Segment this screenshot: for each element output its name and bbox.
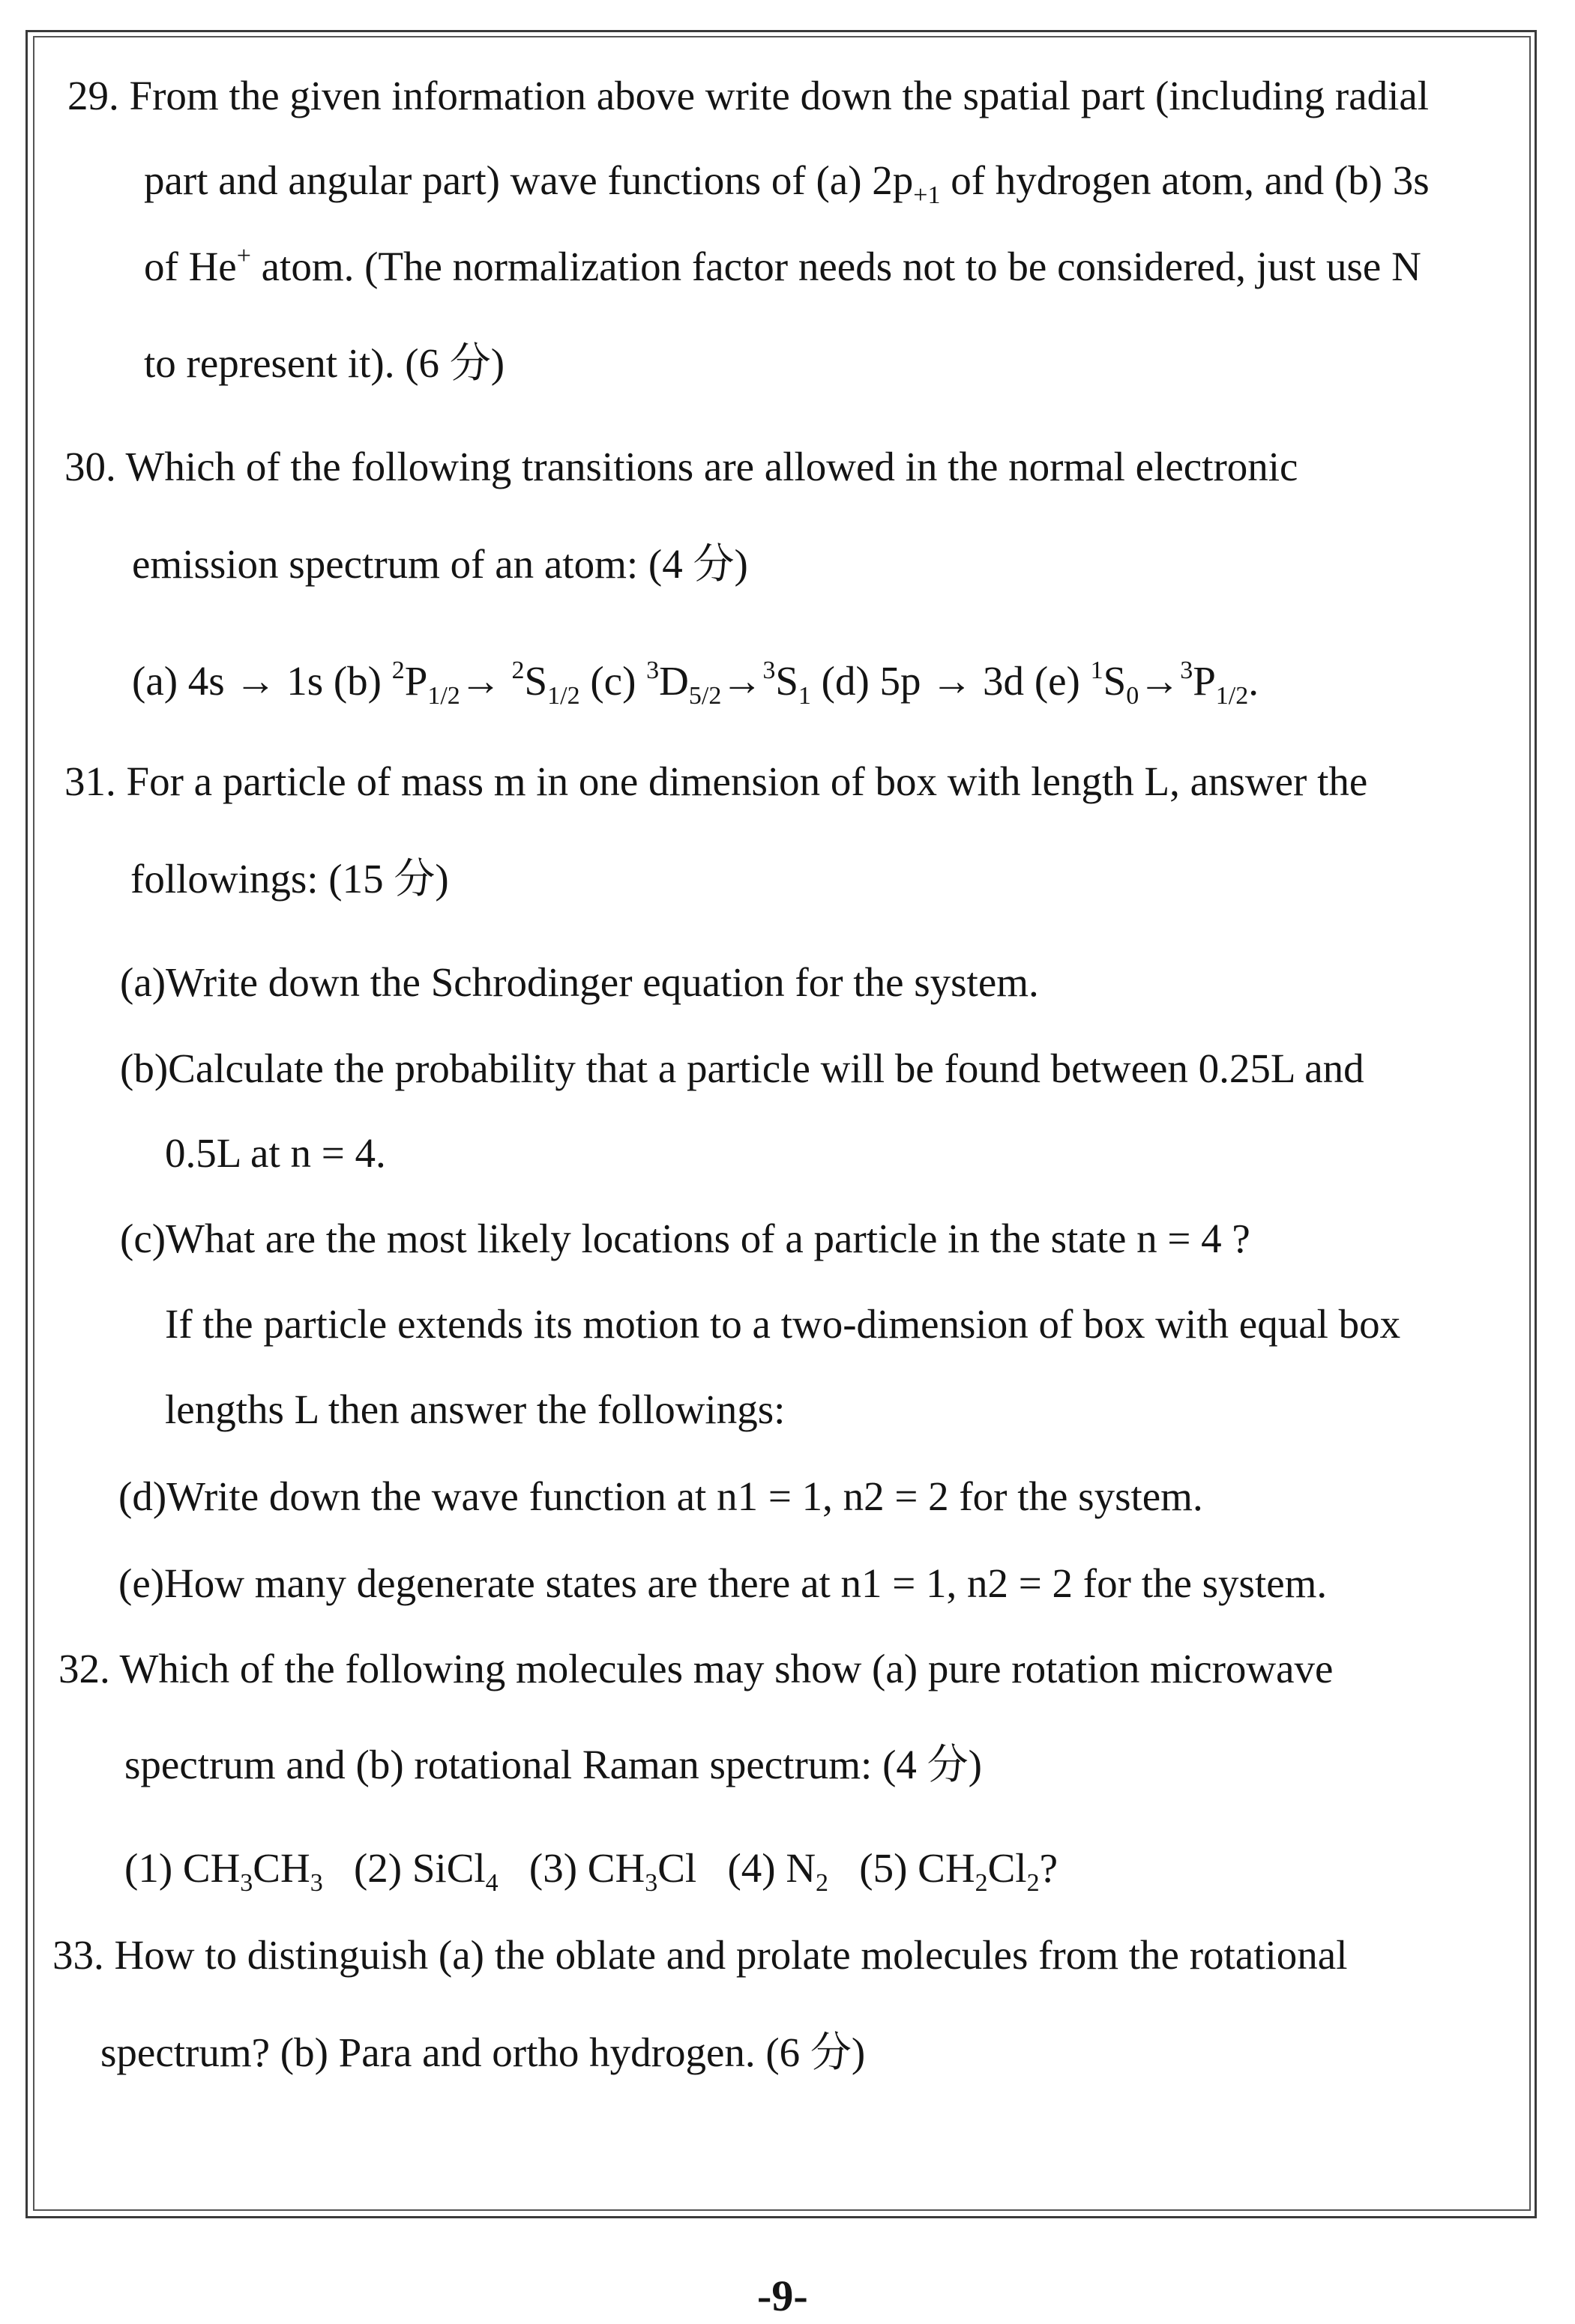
q30-line-1: 30. Which of the following transitions are allowed in the normal electronic bbox=[64, 444, 1298, 489]
q30-line-2: emission spectrum of an atom: (4 分) bbox=[132, 541, 748, 587]
q32-line-2: spectrum and (b) rotational Raman spectrum: (4 分) bbox=[124, 1742, 982, 1787]
q33-line-1: 33. How to distinguish (a) the oblate and prolate molecules from the rotational bbox=[52, 1932, 1348, 1978]
q32-molecules: (1) $CH_3CH_3$ (2) SiCl$_4$ (3) $CH_3Cl$ (4) $N_2$ (5) $CH_2Cl_2$? bbox=[124, 1845, 1058, 1897]
q31-item-a: (a)Write down the Schrodinger equation for the system. bbox=[120, 959, 1039, 1005]
q31-line-2: followings: (15 分) bbox=[130, 856, 449, 902]
q33-line-2: spectrum? (b) Para and ortho hydrogen. (6 分) bbox=[100, 2029, 866, 2075]
q29-line-4: to represent it). (6 分) bbox=[144, 340, 505, 386]
q31-item-b-line-1: (b)Calculate the probability that a particle will be found between 0.25L and bbox=[120, 1045, 1364, 1091]
q31-item-e: (e)How many degenerate states are there at n1 = 1, n2 = 2 for the system. bbox=[118, 1560, 1328, 1606]
q29-line-1: 29. From the given information above write down the spatial part (including radial bbox=[67, 73, 1430, 118]
q30-options: (a) 4s → 1s (b) $^2P_{1/2}\to ^2S_{1/2}$ (c) $^3D_{5/2}\to^3S_1$ (d) 5p → 3d (e) $^1S_0\to^3P_{1/2}$. bbox=[132, 657, 1259, 710]
q31-item-c-line-3: lengths L then answer the followings: bbox=[165, 1386, 786, 1432]
q32-line-1: 32. Which of the following molecules may show (a) pure rotation microwave bbox=[58, 1646, 1334, 1691]
page-number: -9- bbox=[757, 2272, 808, 2320]
q29-line-2: part and angular part) wave functions of (a) $2p_{+1}$ of hydrogen atom, and (b) 3s bbox=[144, 157, 1430, 209]
q29-line-3: of He+ atom. (The normalization factor needs not to be considered, just use N bbox=[144, 242, 1421, 289]
q31-item-c: (c)What are the most likely locations of a particle in the state n = 4 ? bbox=[120, 1216, 1250, 1261]
q31-item-c-line-2: If the particle extends its motion to a two-dimension of box with equal box bbox=[165, 1301, 1401, 1347]
q31-line-1: 31. For a particle of mass m in one dimension of box with length L, answer the bbox=[64, 758, 1368, 804]
q31-item-d: (d)Write down the wave function at n1 = 1, n2 = 2 for the system. bbox=[118, 1473, 1203, 1519]
q31-item-b-line-2: 0.5L at n = 4. bbox=[165, 1130, 386, 1176]
